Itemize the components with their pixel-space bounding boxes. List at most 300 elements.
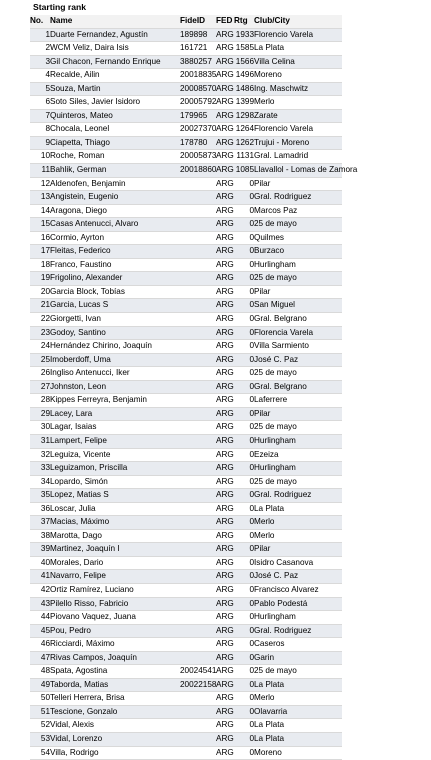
cell-no bbox=[30, 529, 50, 543]
cell-no-value: 9 bbox=[45, 137, 50, 147]
table-row bbox=[30, 583, 342, 597]
cell-club: Pilar bbox=[254, 285, 342, 299]
cell-no-value: 45 bbox=[40, 625, 50, 635]
cell-rtg: 0 bbox=[234, 529, 254, 543]
cell-fed: ARG bbox=[216, 489, 234, 503]
cell-no bbox=[30, 245, 50, 259]
cell-name: Rivas Campos, Joaquín bbox=[50, 651, 180, 665]
cell-name: Quinteros, Mateo bbox=[50, 109, 180, 123]
cell-fideid: 161721 bbox=[180, 42, 216, 56]
cell-fed: ARG bbox=[216, 96, 234, 110]
cell-name: Hernández Chirino, Joaquín bbox=[50, 340, 180, 354]
cell-fed: ARG bbox=[216, 746, 234, 760]
cell-club: La Plata bbox=[254, 42, 342, 56]
cell-no-value: 32 bbox=[40, 449, 50, 459]
cell-no bbox=[30, 583, 50, 597]
cell-fideid bbox=[180, 719, 216, 733]
cell-no bbox=[30, 191, 50, 205]
cell-fed: ARG bbox=[216, 448, 234, 462]
table-row bbox=[30, 489, 342, 503]
table-row bbox=[30, 529, 342, 543]
cell-no bbox=[30, 678, 50, 692]
table-row bbox=[30, 191, 342, 205]
cell-name: Garcia Block, Tobías bbox=[50, 285, 180, 299]
cell-rtg: 0 bbox=[234, 692, 254, 706]
table-row bbox=[30, 109, 342, 123]
table-row bbox=[30, 164, 342, 178]
cell-no-value: 7 bbox=[45, 110, 50, 120]
cell-fideid: 20005873 bbox=[180, 150, 216, 164]
cell-fideid bbox=[180, 407, 216, 421]
cell-name: Duarte Fernandez, Agustín bbox=[50, 28, 180, 42]
cell-no-value: 34 bbox=[40, 476, 50, 486]
cell-fed: ARG bbox=[216, 28, 234, 42]
column-header-fed: FED bbox=[216, 15, 234, 28]
cell-name: Imoberdoff, Uma bbox=[50, 353, 180, 367]
cell-name: Johnston, Leon bbox=[50, 380, 180, 394]
cell-fideid bbox=[180, 583, 216, 597]
cell-name: Villa, Rodrigo bbox=[50, 746, 180, 760]
table-row bbox=[30, 218, 342, 232]
cell-fideid bbox=[180, 313, 216, 327]
cell-fideid: 3880257 bbox=[180, 55, 216, 69]
cell-fed: ARG bbox=[216, 285, 234, 299]
cell-club: Villa Sarmiento bbox=[254, 340, 342, 354]
cell-fideid bbox=[180, 285, 216, 299]
cell-rtg: 1496 bbox=[234, 69, 254, 83]
cell-no bbox=[30, 434, 50, 448]
cell-fed: ARG bbox=[216, 394, 234, 408]
cell-fed: ARG bbox=[216, 651, 234, 665]
cell-rtg: 0 bbox=[234, 258, 254, 272]
cell-no bbox=[30, 272, 50, 286]
table-row bbox=[30, 692, 342, 706]
cell-no bbox=[30, 651, 50, 665]
cell-name: Tescione, Gonzalo bbox=[50, 705, 180, 719]
cell-no-value: 12 bbox=[40, 178, 50, 188]
cell-fed: ARG bbox=[216, 475, 234, 489]
cell-no-value: 6 bbox=[45, 97, 50, 107]
cell-rtg: 1264 bbox=[234, 123, 254, 137]
cell-no-value: 25 bbox=[40, 354, 50, 364]
cell-club: Gral. Belgrano bbox=[254, 380, 342, 394]
cell-fideid bbox=[180, 299, 216, 313]
cell-fideid bbox=[180, 177, 216, 191]
table-row bbox=[30, 502, 342, 516]
cell-no-value: 48 bbox=[40, 666, 50, 676]
cell-name: Leguiza, Vicente bbox=[50, 448, 180, 462]
cell-rtg: 1399 bbox=[234, 96, 254, 110]
cell-rtg: 0 bbox=[234, 231, 254, 245]
cell-no-value: 23 bbox=[40, 327, 50, 337]
cell-fideid bbox=[180, 624, 216, 638]
cell-no-value: 17 bbox=[40, 246, 50, 256]
cell-no bbox=[30, 96, 50, 110]
table-row bbox=[30, 665, 342, 679]
cell-fed: ARG bbox=[216, 150, 234, 164]
cell-club: Olavarria bbox=[254, 705, 342, 719]
cell-fideid bbox=[180, 218, 216, 232]
cell-no bbox=[30, 475, 50, 489]
cell-club: Caseros bbox=[254, 638, 342, 652]
cell-no-value: 52 bbox=[40, 720, 50, 730]
table-row bbox=[30, 326, 342, 340]
cell-no-value: 28 bbox=[40, 395, 50, 405]
cell-fed: ARG bbox=[216, 665, 234, 679]
table-row bbox=[30, 434, 342, 448]
starting-rank-table bbox=[30, 15, 358, 760]
table-row bbox=[30, 651, 342, 665]
cell-no-value: 38 bbox=[40, 530, 50, 540]
cell-fed: ARG bbox=[216, 421, 234, 435]
cell-club: Burzaco bbox=[254, 245, 342, 259]
cell-rtg: 0 bbox=[234, 218, 254, 232]
cell-rtg: 0 bbox=[234, 448, 254, 462]
cell-no-value: 26 bbox=[40, 368, 50, 378]
cell-no bbox=[30, 746, 50, 760]
cell-name: Ortiz Ramírez, Luciano bbox=[50, 583, 180, 597]
cell-no-value: 4 bbox=[45, 70, 50, 80]
cell-fed: ARG bbox=[216, 462, 234, 476]
cell-rtg: 1131 bbox=[234, 150, 254, 164]
table-row bbox=[30, 732, 342, 746]
cell-rtg: 0 bbox=[234, 204, 254, 218]
cell-name: Loscar, Julia bbox=[50, 502, 180, 516]
cell-fideid bbox=[180, 529, 216, 543]
cell-rtg: 0 bbox=[234, 475, 254, 489]
cell-club: Gral. Lamadrid bbox=[254, 150, 342, 164]
cell-no-value: 22 bbox=[40, 314, 50, 324]
table-row bbox=[30, 28, 342, 42]
cell-name: Lopez, Matias S bbox=[50, 489, 180, 503]
cell-rtg: 0 bbox=[234, 678, 254, 692]
cell-no-value: 16 bbox=[40, 232, 50, 242]
cell-fed: ARG bbox=[216, 380, 234, 394]
cell-fed: ARG bbox=[216, 624, 234, 638]
cell-no-value: 11 bbox=[41, 165, 50, 175]
cell-name: Piovano Vaquez, Juana bbox=[50, 611, 180, 625]
cell-no bbox=[30, 489, 50, 503]
cell-rtg: 0 bbox=[234, 624, 254, 638]
cell-fed: ARG bbox=[216, 340, 234, 354]
table-row bbox=[30, 82, 342, 96]
cell-club: Quilmes bbox=[254, 231, 342, 245]
cell-rtg: 0 bbox=[234, 272, 254, 286]
cell-rtg: 0 bbox=[234, 285, 254, 299]
cell-no-value: 39 bbox=[40, 544, 50, 554]
cell-name: Soto Siles, Javier Isidoro bbox=[50, 96, 180, 110]
cell-no-value: 53 bbox=[40, 733, 50, 743]
cell-club: 25 de mayo bbox=[254, 272, 342, 286]
cell-rtg: 0 bbox=[234, 313, 254, 327]
cell-rtg: 1585 bbox=[234, 42, 254, 56]
cell-name: Lopardo, Simón bbox=[50, 475, 180, 489]
cell-fed: ARG bbox=[216, 732, 234, 746]
table-row bbox=[30, 285, 342, 299]
cell-club: Gral. Rodriguez bbox=[254, 489, 342, 503]
table-row bbox=[30, 367, 342, 381]
cell-fed: ARG bbox=[216, 719, 234, 733]
cell-no bbox=[30, 624, 50, 638]
cell-name: Aldenofen, Benjamin bbox=[50, 177, 180, 191]
table-row bbox=[30, 719, 342, 733]
cell-rtg: 0 bbox=[234, 299, 254, 313]
cell-fideid bbox=[180, 448, 216, 462]
cell-fed: ARG bbox=[216, 611, 234, 625]
cell-rtg: 0 bbox=[234, 191, 254, 205]
cell-no bbox=[30, 326, 50, 340]
cell-fideid bbox=[180, 204, 216, 218]
cell-fed: ARG bbox=[216, 705, 234, 719]
cell-fed: ARG bbox=[216, 55, 234, 69]
table-row bbox=[30, 462, 342, 476]
cell-no bbox=[30, 353, 50, 367]
cell-club: 25 de mayo bbox=[254, 421, 342, 435]
cell-no-value: 44 bbox=[40, 612, 50, 622]
cell-no bbox=[30, 448, 50, 462]
cell-no-value: 43 bbox=[40, 598, 50, 608]
cell-rtg: 0 bbox=[234, 245, 254, 259]
cell-rtg: 0 bbox=[234, 462, 254, 476]
cell-no bbox=[30, 421, 50, 435]
cell-name: Angistein, Eugenio bbox=[50, 191, 180, 205]
cell-name: Souza, Martin bbox=[50, 82, 180, 96]
cell-fed: ARG bbox=[216, 136, 234, 150]
table-row bbox=[30, 245, 342, 259]
column-header-no: No. bbox=[30, 15, 50, 28]
cell-name: Ricciardi, Máximo bbox=[50, 638, 180, 652]
cell-club: Francisco Alvarez bbox=[254, 583, 342, 597]
cell-club: Garin bbox=[254, 651, 342, 665]
cell-fed: ARG bbox=[216, 367, 234, 381]
cell-no-value: 35 bbox=[40, 490, 50, 500]
table-row bbox=[30, 611, 342, 625]
cell-name: Navarro, Felipe bbox=[50, 570, 180, 584]
cell-club: Hurlingham bbox=[254, 434, 342, 448]
cell-no-value: 47 bbox=[40, 652, 50, 662]
cell-no-value: 8 bbox=[45, 124, 50, 134]
cell-fideid bbox=[180, 732, 216, 746]
cell-club: Marcos Paz bbox=[254, 204, 342, 218]
cell-fideid: 20008570 bbox=[180, 82, 216, 96]
cell-no bbox=[30, 394, 50, 408]
cell-fideid bbox=[180, 272, 216, 286]
cell-rtg: 0 bbox=[234, 556, 254, 570]
cell-club: Ing. Maschwitz bbox=[254, 82, 342, 96]
cell-club: Florencia Varela bbox=[254, 326, 342, 340]
cell-no bbox=[30, 136, 50, 150]
cell-rtg: 0 bbox=[234, 407, 254, 421]
cell-fideid bbox=[180, 394, 216, 408]
cell-name: Roche, Roman bbox=[50, 150, 180, 164]
cell-club: San Miguel bbox=[254, 299, 342, 313]
cell-no-value: 20 bbox=[40, 286, 50, 296]
cell-club: Pablo Podestá bbox=[254, 597, 342, 611]
table-row bbox=[30, 55, 342, 69]
cell-fideid bbox=[180, 380, 216, 394]
cell-name: Lampert, Felipe bbox=[50, 434, 180, 448]
cell-no bbox=[30, 340, 50, 354]
cell-rtg: 1486 bbox=[234, 82, 254, 96]
cell-fed: ARG bbox=[216, 164, 234, 178]
cell-rtg: 0 bbox=[234, 651, 254, 665]
cell-rtg: 1933 bbox=[234, 28, 254, 42]
cell-fed: ARG bbox=[216, 177, 234, 191]
cell-club: Merlo bbox=[254, 692, 342, 706]
cell-fed: ARG bbox=[216, 191, 234, 205]
cell-name: Pou, Pedro bbox=[50, 624, 180, 638]
cell-no-value: 36 bbox=[40, 503, 50, 513]
cell-no bbox=[30, 611, 50, 625]
cell-club: Moreno bbox=[254, 746, 342, 760]
cell-name: Bahlik, German bbox=[50, 164, 180, 178]
cell-no bbox=[30, 109, 50, 123]
cell-rtg: 0 bbox=[234, 340, 254, 354]
cell-no-value: 51 bbox=[40, 706, 50, 716]
cell-no-value: 21 bbox=[40, 300, 50, 310]
cell-fideid: 178780 bbox=[180, 136, 216, 150]
cell-fed: ARG bbox=[216, 692, 234, 706]
cell-fideid bbox=[180, 475, 216, 489]
cell-rtg: 0 bbox=[234, 665, 254, 679]
cell-no-value: 10 bbox=[40, 151, 50, 161]
cell-no-value: 41 bbox=[40, 571, 50, 581]
cell-name: Frigolino, Alexander bbox=[50, 272, 180, 286]
cell-name: Lacey, Lara bbox=[50, 407, 180, 421]
cell-name: Aragona, Diego bbox=[50, 204, 180, 218]
cell-name: Fleitas, Federico bbox=[50, 245, 180, 259]
cell-fed: ARG bbox=[216, 123, 234, 137]
cell-fed: ARG bbox=[216, 272, 234, 286]
cell-no bbox=[30, 380, 50, 394]
cell-club: La Plata bbox=[254, 719, 342, 733]
cell-no bbox=[30, 231, 50, 245]
cell-fideid: 189898 bbox=[180, 28, 216, 42]
cell-fed: ARG bbox=[216, 353, 234, 367]
cell-club: Trujui - Moreno bbox=[254, 136, 342, 150]
cell-fed: ARG bbox=[216, 218, 234, 232]
cell-name: Casas Antenucci, Alvaro bbox=[50, 218, 180, 232]
cell-name: Marotta, Dago bbox=[50, 529, 180, 543]
cell-name: Franco, Faustino bbox=[50, 258, 180, 272]
cell-no bbox=[30, 570, 50, 584]
table-row bbox=[30, 570, 342, 584]
cell-club: Pilar bbox=[254, 177, 342, 191]
table-row bbox=[30, 96, 342, 110]
cell-no bbox=[30, 258, 50, 272]
table-row bbox=[30, 556, 342, 570]
cell-no bbox=[30, 204, 50, 218]
cell-name: Taborda, Matias bbox=[50, 678, 180, 692]
table-row bbox=[30, 543, 342, 557]
cell-rtg: 0 bbox=[234, 516, 254, 530]
cell-no-value: 42 bbox=[40, 584, 50, 594]
cell-fideid bbox=[180, 340, 216, 354]
table-row bbox=[30, 624, 342, 638]
table-row bbox=[30, 204, 342, 218]
table-row bbox=[30, 150, 342, 164]
cell-fed: ARG bbox=[216, 583, 234, 597]
cell-name: Spata, Agostina bbox=[50, 665, 180, 679]
cell-no bbox=[30, 502, 50, 516]
cell-fed: ARG bbox=[216, 570, 234, 584]
cell-no bbox=[30, 556, 50, 570]
cell-rtg: 0 bbox=[234, 326, 254, 340]
cell-fideid: 20005792 bbox=[180, 96, 216, 110]
cell-no-value: 40 bbox=[40, 557, 50, 567]
table-row bbox=[30, 638, 342, 652]
cell-fideid bbox=[180, 516, 216, 530]
table-row bbox=[30, 705, 342, 719]
cell-no bbox=[30, 123, 50, 137]
table-row bbox=[30, 272, 342, 286]
cell-no-value: 13 bbox=[40, 192, 50, 202]
cell-fed: ARG bbox=[216, 109, 234, 123]
cell-rtg: 0 bbox=[234, 177, 254, 191]
cell-name: Ciapetta, Thiago bbox=[50, 136, 180, 150]
cell-club: Florencio Varela bbox=[254, 123, 342, 137]
cell-fed: ARG bbox=[216, 204, 234, 218]
cell-no bbox=[30, 543, 50, 557]
cell-club: Hurlingham bbox=[254, 258, 342, 272]
cell-name: Garcia, Lucas S bbox=[50, 299, 180, 313]
cell-no-value: 54 bbox=[40, 747, 50, 757]
cell-no-value: 24 bbox=[40, 341, 50, 351]
cell-club: Zarate bbox=[254, 109, 342, 123]
cell-no bbox=[30, 516, 50, 530]
cell-no-value: 18 bbox=[40, 259, 50, 269]
cell-no-value: 2 bbox=[45, 43, 50, 53]
table-row bbox=[30, 258, 342, 272]
cell-name: Godoy, Santino bbox=[50, 326, 180, 340]
cell-no-value: 15 bbox=[40, 219, 50, 229]
cell-rtg: 1298 bbox=[234, 109, 254, 123]
cell-rtg: 1566 bbox=[234, 55, 254, 69]
cell-no bbox=[30, 55, 50, 69]
cell-name: Cormio, Ayrton bbox=[50, 231, 180, 245]
cell-fideid bbox=[180, 746, 216, 760]
cell-fed: ARG bbox=[216, 516, 234, 530]
cell-rtg: 0 bbox=[234, 746, 254, 760]
cell-fed: ARG bbox=[216, 313, 234, 327]
cell-club: Merlo bbox=[254, 96, 342, 110]
cell-club: 25 de mayo bbox=[254, 218, 342, 232]
cell-fed: ARG bbox=[216, 231, 234, 245]
cell-no bbox=[30, 150, 50, 164]
cell-fed: ARG bbox=[216, 69, 234, 83]
cell-club: Merlo bbox=[254, 516, 342, 530]
cell-rtg: 0 bbox=[234, 719, 254, 733]
table-row bbox=[30, 475, 342, 489]
cell-no-value: 37 bbox=[40, 517, 50, 527]
cell-no bbox=[30, 28, 50, 42]
cell-fed: ARG bbox=[216, 597, 234, 611]
table-row bbox=[30, 340, 342, 354]
cell-rtg: 0 bbox=[234, 353, 254, 367]
cell-fed: ARG bbox=[216, 407, 234, 421]
table-row bbox=[30, 394, 342, 408]
cell-club: 25 de mayo bbox=[254, 475, 342, 489]
cell-no bbox=[30, 705, 50, 719]
cell-no-value: 14 bbox=[40, 205, 50, 215]
cell-fideid bbox=[180, 556, 216, 570]
cell-fideid bbox=[180, 611, 216, 625]
cell-club: Gral. Rodriguez bbox=[254, 624, 342, 638]
cell-rtg: 1262 bbox=[234, 136, 254, 150]
cell-no-value: 29 bbox=[40, 408, 50, 418]
cell-fideid: 20022158 bbox=[180, 678, 216, 692]
cell-rtg: 0 bbox=[234, 367, 254, 381]
